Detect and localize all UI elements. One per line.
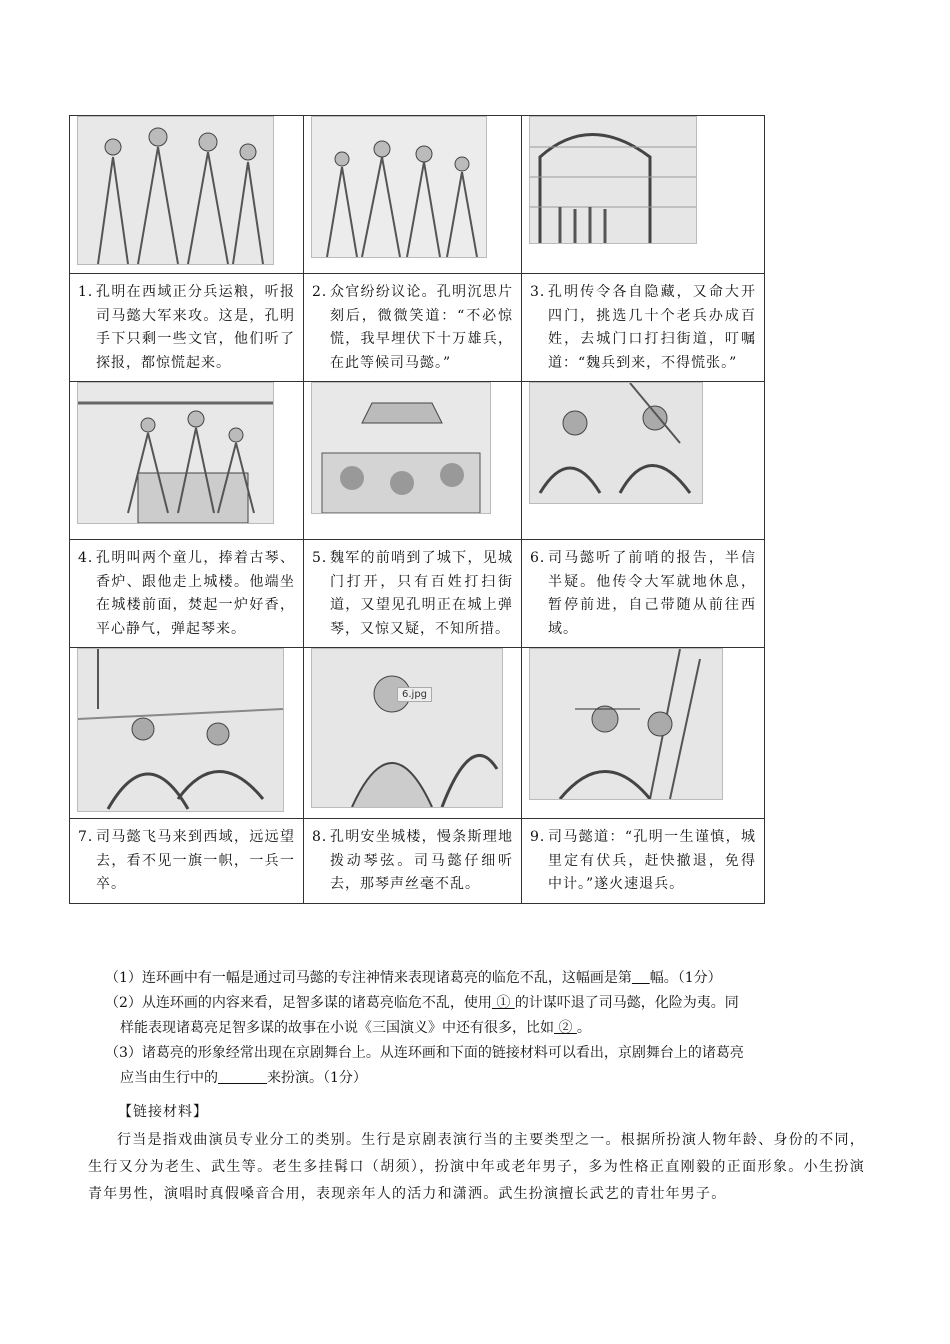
questions xyxy=(105,966,870,1091)
panel-9-caption-cell xyxy=(522,819,765,904)
panel-3-image-cell xyxy=(522,116,765,274)
panel-5-caption: 魏军的前哨到了城下，见城门打开，只有百姓打扫街道，又望见孔明正在城上弹琴，又惊又疑，不知所措。 xyxy=(330,550,513,637)
panel-4-image-cell xyxy=(70,382,304,540)
panel-5-caption-cell xyxy=(304,540,522,648)
panel-3-caption: 孔明传令各自隐藏，又命大开四门，挑选几十个老兵办成百姓，去城门口打扫街道，叮嘱道：“魏兵到来，不得慌张。” xyxy=(548,284,756,371)
panel-3-number: 3． xyxy=(530,284,555,300)
image-filename-tooltip: 6.jpg xyxy=(397,687,432,702)
question-3: （3）诸葛亮的形象经常出现在京剧舞台上。从连环画和下面的链接材料可以看出，京剧舞台上的诸葛亮 xyxy=(105,1045,744,1061)
panel-8-caption: 孔明安坐城楼，慢条斯理地拨动琴弦。司马懿仔细听去，那琴声丝毫不乱。 xyxy=(330,829,513,892)
panel-8-image-cell xyxy=(304,648,522,819)
panel-3-caption-cell xyxy=(522,274,765,382)
panel-8-illustration xyxy=(311,648,503,808)
panel-7-image-cell xyxy=(70,648,304,819)
panel-7-caption-cell xyxy=(70,819,304,904)
panel-7-caption: 司马懿飞马来到西域，远远望去，看不见一旗一帜，一兵一卒。 xyxy=(96,829,295,892)
question-2-blank-2: ② xyxy=(554,1020,577,1036)
panel-9-caption: 司马懿道：“孔明一生谨慎，城里定有伏兵，赶快撤退，免得中计。”遂火速退兵。 xyxy=(548,829,756,892)
panel-2-image-cell xyxy=(304,116,522,274)
panel-4-caption: 孔明叫两个童儿，捧着古琴、香炉、跟他走上城楼。他端坐在城楼前面，焚起一炉好香，平心静气，弹起琴来。 xyxy=(96,550,295,637)
panel-2-caption-cell xyxy=(304,274,522,382)
question-2: （2）从连环画的内容来看，足智多谋的诸葛亮临危不乱，使用 ① 的计谋吓退了司马懿，化险为夷。同 xyxy=(105,995,739,1011)
panel-2-number: 2． xyxy=(312,284,337,300)
panel-6-image-cell xyxy=(522,382,765,540)
panel-9-image-cell xyxy=(522,648,765,819)
panel-8-caption-cell xyxy=(304,819,522,904)
panel-6-illustration xyxy=(529,382,703,504)
panel-1-illustration xyxy=(77,116,274,265)
panel-4-number: 4． xyxy=(78,550,103,566)
panel-1-caption-cell xyxy=(70,274,304,382)
link-material-title: 【链接材料】 xyxy=(118,1104,208,1120)
question-3-continued: 应当由生行中的 来扮演。（1分） xyxy=(120,1070,367,1086)
panel-5-illustration xyxy=(311,382,491,514)
panel-6-caption-cell xyxy=(522,540,765,648)
panel-7-illustration xyxy=(77,648,284,812)
panel-4-caption-cell xyxy=(70,540,304,648)
panel-1-caption: 孔明在西域正分兵运粮，听报司马懿大军来攻。这是，孔明手下只剩一些文官，他们听了探报，都惊慌起来。 xyxy=(96,284,295,371)
panel-5-image-cell xyxy=(304,382,522,540)
panel-2-illustration xyxy=(311,116,487,258)
panel-3-illustration xyxy=(529,116,697,244)
comic-strip-table xyxy=(69,115,765,904)
question-3-blank xyxy=(218,1070,267,1086)
panel-6-number: 6． xyxy=(530,550,555,566)
panel-9-illustration xyxy=(529,648,723,800)
panel-4-illustration xyxy=(77,382,274,524)
question-1: （1）连环画中有一幅是通过司马懿的专注神情来表现诸葛亮的临危不乱，这幅画是第 幅。（1分） xyxy=(105,970,722,986)
panel-5-number: 5． xyxy=(312,550,337,566)
question-1-blank xyxy=(632,970,650,986)
panel-8-number: 8． xyxy=(312,829,337,845)
panel-1-image-cell xyxy=(70,116,304,274)
question-2-blank-1: ① xyxy=(491,995,515,1011)
panel-1-number: 1． xyxy=(78,284,103,300)
question-2-continued: 样能表现诸葛亮足智多谋的故事在小说《三国演义》中还有很多，比如 ② 。 xyxy=(120,1020,591,1036)
link-material-text: 行当是指戏曲演员专业分工的类别。生行是京剧表演行当的主要类型之一。根据所扮演人物年龄、身份的不同，生行又分为老生、武生等。老生多挂髯口（胡须），扮演中年或老年男子，多为性格正直刚毅的正面形象。小生扮演青年男性，演唱时真假嗓音合用，表现亲年人的活力和潇洒。武生扮演擅长武艺的青壮年男子。 xyxy=(88,1132,865,1202)
panel-7-number: 7． xyxy=(78,829,103,845)
panel-9-number: 9． xyxy=(530,829,555,845)
panel-2-caption: 众官纷纷议论。孔明沉思片刻后，微微笑道：“不必惊慌，我早埋伏下十万雄兵，在此等候司马懿。” xyxy=(330,284,513,371)
panel-6-caption: 司马懿听了前哨的报告，半信半疑。他传令大军就地休息，暂停前进，自己带随从前往西域。 xyxy=(548,550,756,637)
